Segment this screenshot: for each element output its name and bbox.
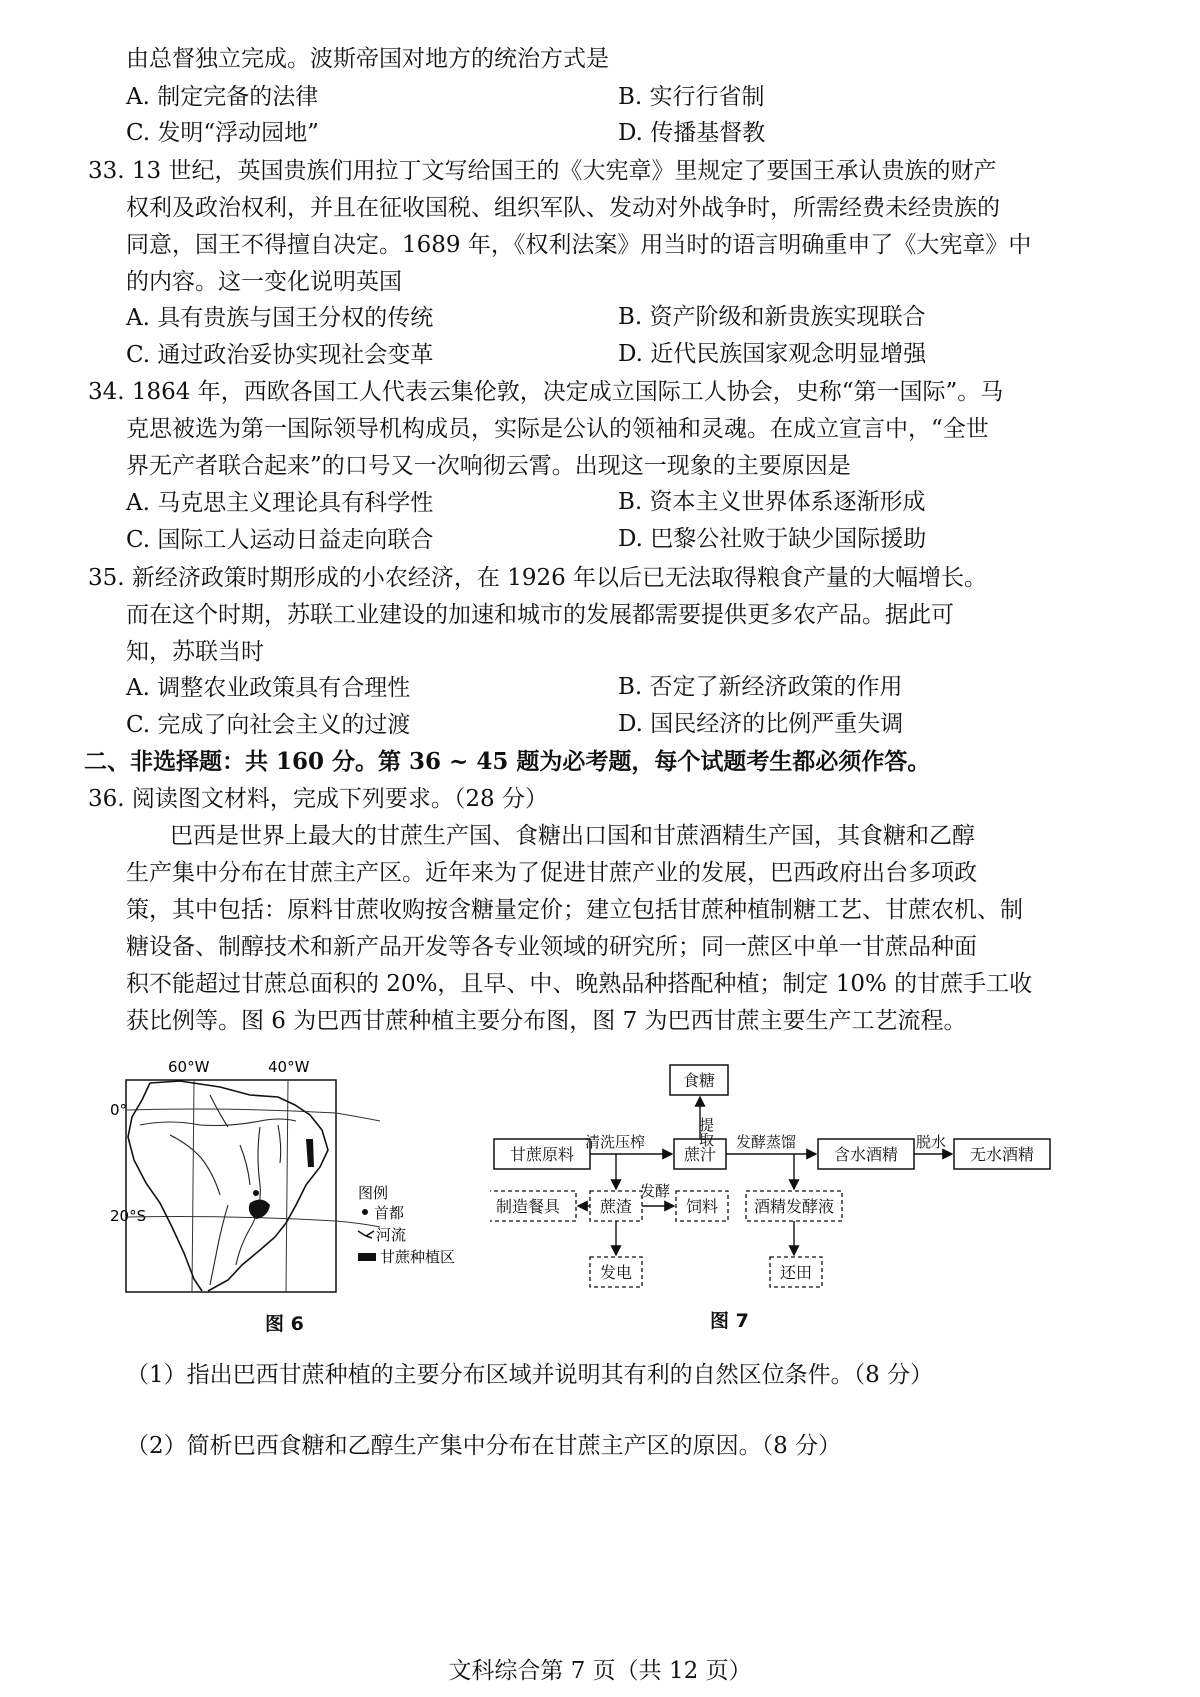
- edge-label-dehydrate: 脱水: [916, 1133, 947, 1151]
- node-ferment-liquid-label: 酒精发酵液: [753, 1197, 835, 1216]
- q32-stem: 由总督独立完成。波斯帝国对地方的统治方式是: [126, 46, 609, 72]
- q34-option-b[interactable]: B. 资本主义世界体系逐渐形成: [618, 489, 926, 515]
- node-feed-label: 饲料: [685, 1197, 719, 1216]
- q33-option-b[interactable]: B. 资产阶级和新贵族实现联合: [618, 304, 926, 330]
- q34-option-d[interactable]: D. 巴黎公社败于缺少国际援助: [618, 526, 927, 552]
- q32-option-b[interactable]: B. 实行行省制: [618, 84, 765, 110]
- south-america-outline: [128, 1081, 328, 1291]
- q33-option-a[interactable]: A. 具有贵族与国王分权的传统: [126, 305, 434, 331]
- q32-option-d[interactable]: D. 传播基督教: [618, 120, 766, 146]
- q32-option-c[interactable]: C. 发明“浮动园地”: [126, 120, 319, 146]
- legend-river-label: 河流: [376, 1226, 407, 1244]
- edge-label-wash-press: 清洗压榨: [585, 1133, 646, 1151]
- q36-subquestion-1: （1）指出巴西甘蔗种植的主要分布区域并说明其有利的自然区位条件。（8 分）: [126, 1362, 934, 1388]
- page-footer: 文科综合第 7 页（共 12 页）: [448, 1658, 752, 1684]
- node-sugar-label: 食糖: [682, 1071, 716, 1090]
- q33-line-2: 权利及政治权利，并且在征收国税、组织军队、发动对外战争时，所需经费未经贵族的: [126, 195, 1000, 221]
- q35-line-2: 而在这个时期，苏联工业建设的加速和城市的发展都需要提供更多农产品。据此可: [126, 602, 954, 628]
- q34-option-c[interactable]: C. 国际工人运动日益走向联合: [126, 527, 434, 553]
- node-power-label: 发电: [599, 1263, 633, 1282]
- q35-option-a[interactable]: A. 调整农业政策具有合理性: [126, 675, 411, 701]
- node-field-label: 还田: [779, 1263, 813, 1282]
- q36-paragraph-line-4: 糖设备、制醇技术和新产品开发等各专业领域的研究所；同一蔗区中单一甘蔗品种面: [126, 934, 977, 960]
- q35-line-3: 知，苏联当时: [126, 639, 264, 665]
- q33-line-3: 同意，国王不得擅自决定。1689 年，《权利法案》用当时的语言明确重申了《大宪章》中: [126, 232, 1032, 258]
- q35-line-1: 35. 新经济政策时期形成的小农经济，在 1926 年以后已无法取得粮食产量的大幅增长。: [88, 565, 988, 591]
- figure-6-caption: 图 6: [265, 1313, 304, 1335]
- map-graticule: [126, 1080, 380, 1292]
- edge-label-ferment: 发酵: [640, 1182, 671, 1200]
- longitude-label-40w: 40°W: [268, 1058, 310, 1076]
- legend-cane-icon: [358, 1253, 376, 1261]
- q36-subquestion-2: （2）简析巴西食糖和乙醇生产集中分布在甘蔗主产区的原因。（8 分）: [126, 1433, 842, 1459]
- figure-7-caption: 图 7: [710, 1310, 749, 1332]
- cane-area-northeast: [306, 1139, 314, 1167]
- figure-6-map: [110, 1055, 490, 1295]
- q32-option-a[interactable]: A. 制定完备的法律: [126, 84, 319, 110]
- q35-option-d[interactable]: D. 国民经济的比例严重失调: [618, 711, 904, 737]
- cane-area-southeast: [249, 1199, 270, 1219]
- q33-line-1: 33. 13 世纪，英国贵族们用拉丁文写给国王的《大宪章》里规定了要国王承认贵族的财产: [88, 158, 997, 184]
- node-hydrous-alcohol-label: 含水酒精: [833, 1145, 899, 1164]
- legend-capital-label: 首都: [374, 1204, 405, 1222]
- section-two-heading: 二、非选择题：共 160 分。第 36 ~ 45 题为必考题，每个试题考生都必须作答。: [84, 748, 931, 775]
- node-anhydrous-alcohol-label: 无水酒精: [969, 1145, 1035, 1164]
- q36-paragraph-line-5: 积不能超过甘蔗总面积的 20%，且早、中、晚熟品种搭配种植；制定 10% 的甘蔗手工收: [126, 971, 1033, 997]
- q36-title: 36. 阅读图文材料，完成下列要求。（28 分）: [88, 786, 548, 812]
- q34-line-1: 34. 1864 年，西欧各国工人代表云集伦敦，决定成立国际工人协会，史称“第一国际”。马: [88, 379, 1004, 405]
- node-juice-label: 蔗汁: [683, 1145, 717, 1164]
- legend-river-icon: [358, 1231, 374, 1238]
- q36-paragraph-line-1: 巴西是世界上最大的甘蔗生产国、食糖出口国和甘蔗酒精生产国，其食糖和乙醇: [170, 823, 975, 849]
- q33-option-d[interactable]: D. 近代民族国家观念明显增强: [618, 341, 927, 367]
- q34-line-3: 界无产者联合起来”的口号又一次响彻云霄。出现这一现象的主要原因是: [126, 453, 851, 479]
- longitude-label-60w: 60°W: [168, 1058, 210, 1076]
- figure-7-flowchart: [490, 1055, 1120, 1305]
- node-raw-cane-label: 甘蔗原料: [509, 1145, 575, 1164]
- node-tableware-label: 制造餐具: [495, 1197, 561, 1216]
- latitude-label-20s: 20°S: [110, 1207, 147, 1225]
- latitude-label-0: 0°: [110, 1101, 128, 1119]
- node-bagasse-label: 蔗渣: [599, 1197, 633, 1216]
- q33-line-4: 的内容。这一变化说明英国: [126, 269, 402, 295]
- q36-paragraph-line-3: 策，其中包括：原料甘蔗收购按含糖量定价；建立包括甘蔗种植制糖工艺、甘蔗农机、制: [126, 897, 1023, 923]
- legend-cane-label: 甘蔗种植区: [380, 1248, 456, 1266]
- q33-option-c[interactable]: C. 通过政治妥协实现社会变革: [126, 342, 434, 368]
- edge-label-extract: 提取: [697, 1117, 715, 1147]
- q35-option-b[interactable]: B. 否定了新经济政策的作用: [618, 674, 903, 700]
- legend-title: 图例: [358, 1184, 389, 1202]
- capital-marker: [253, 1190, 259, 1196]
- q35-option-c[interactable]: C. 完成了向社会主义的过渡: [126, 712, 411, 738]
- rivers: [140, 1095, 296, 1285]
- legend-capital-icon: [362, 1209, 368, 1215]
- q34-option-a[interactable]: A. 马克思主义理论具有科学性: [126, 490, 434, 516]
- edge-label-ferment-distill: 发酵蒸馏: [736, 1133, 797, 1151]
- q36-paragraph-line-6: 获比例等。图 6 为巴西甘蔗种植主要分布图，图 7 为巴西甘蔗主要生产工艺流程。: [126, 1008, 967, 1034]
- q34-line-2: 克思被选为第一国际领导机构成员，实际是公认的领袖和灵魂。在成立宣言中，“全世: [126, 416, 989, 442]
- q36-paragraph-line-2: 生产集中分布在甘蔗主产区。近年来为了促进甘蔗产业的发展，巴西政府出台多项政: [126, 860, 977, 886]
